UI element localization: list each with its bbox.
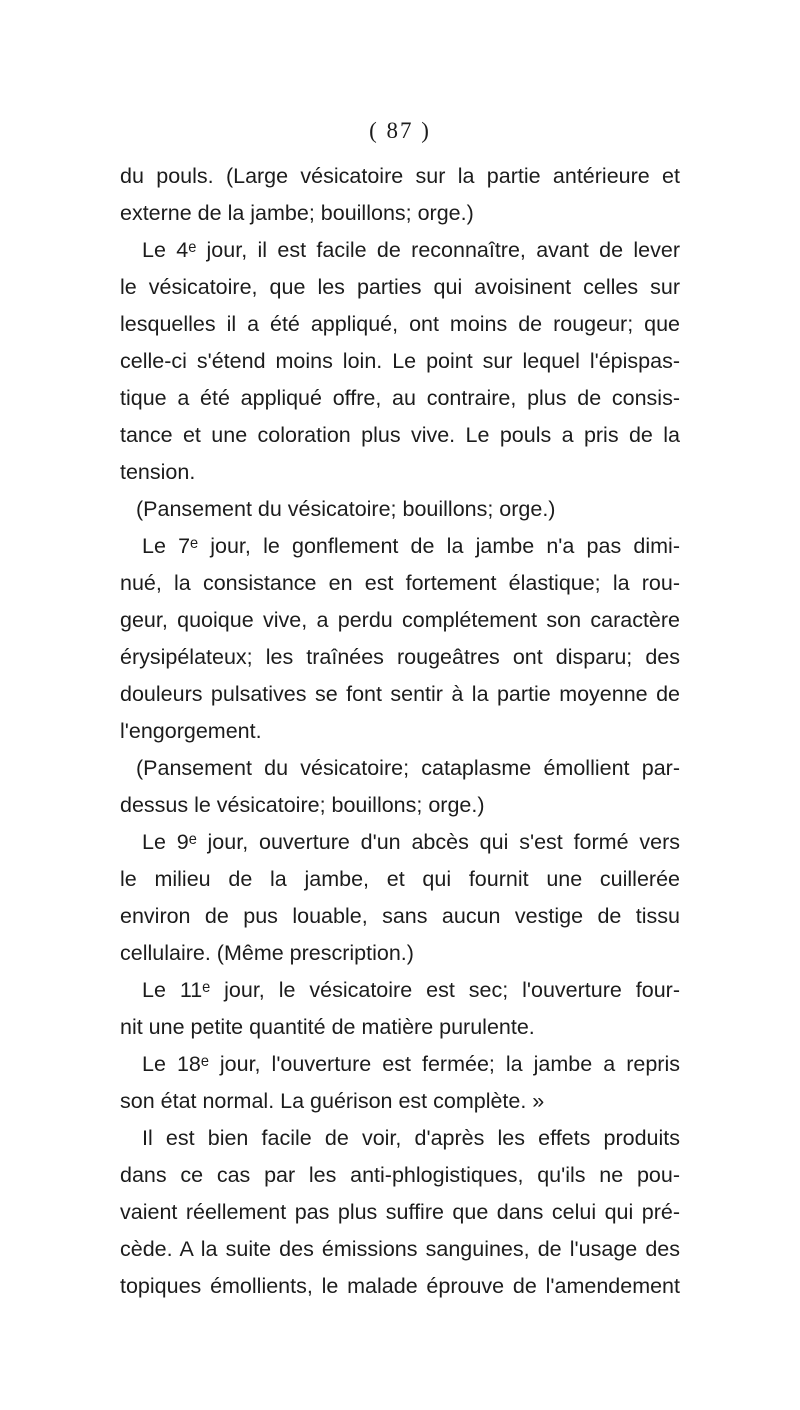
text-line: dans ce cas par les anti-phlogistiques, qu'ils ne pou- xyxy=(120,1163,680,1187)
text-line: (Pansement du vésicatoire; bouillons; orge.) xyxy=(136,497,556,521)
text-line: tension. xyxy=(120,460,196,484)
text-line: son état normal. La guérison est complète. » xyxy=(120,1089,545,1113)
text-line: environ de pus louable, sans aucun vestige de tissu xyxy=(120,904,680,928)
text-line: Le 9ᵉ jour, ouverture d'un abcès qui s'est formé vers xyxy=(142,830,680,854)
text-line: cellulaire. (Même prescription.) xyxy=(120,941,414,965)
text-line: le vésicatoire, que les parties qui avoisinent celles sur xyxy=(120,275,680,299)
text-line: Le 18ᵉ jour, l'ouverture est fermée; la jambe a repris xyxy=(142,1052,680,1076)
text-line: Il est bien facile de voir, d'après les effets produits xyxy=(142,1126,680,1150)
text-line: douleurs pulsatives se font sentir à la partie moyenne de xyxy=(120,682,680,706)
text-line: Le 4ᵉ jour, il est facile de reconnaître, avant de lever xyxy=(142,238,680,262)
text-line: vaient réellement pas plus suffire que dans celui qui pré- xyxy=(120,1200,680,1224)
text-line: Le 11ᵉ jour, le vésicatoire est sec; l'ouverture four- xyxy=(142,978,680,1002)
text-line: du pouls. (Large vésicatoire sur la partie antérieure et xyxy=(120,164,680,188)
text-line: le milieu de la jambe, et qui fournit une cuillerée xyxy=(120,867,680,891)
text-line: Le 7ᵉ jour, le gonflement de la jambe n'a pas dimi- xyxy=(142,534,680,558)
text-line: topiques émollients, le malade éprouve de l'amendement xyxy=(120,1274,680,1298)
text-line: l'engorgement. xyxy=(120,719,262,743)
body-text xyxy=(120,158,680,1305)
page-number: ( 87 ) xyxy=(369,118,431,143)
text-line: (Pansement du vésicatoire; cataplasme émollient par- xyxy=(136,756,680,780)
text-line: érysipélateux; les traînées rougeâtres ont disparu; des xyxy=(120,645,680,669)
text-line: externe de la jambe; bouillons; orge.) xyxy=(120,201,474,225)
text-line: nué, la consistance en est fortement élastique; la rou- xyxy=(120,571,680,595)
text-line: geur, quoique vive, a perdu complétement son caractère xyxy=(120,608,680,632)
text-line: celle-ci s'étend moins loin. Le point sur lequel l'épispas- xyxy=(120,349,680,373)
text-line: dessus le vésicatoire; bouillons; orge.) xyxy=(120,793,485,817)
text-line: lesquelles il a été appliqué, ont moins de rougeur; que xyxy=(120,312,680,336)
text-line: nit une petite quantité de matière purulente. xyxy=(120,1015,535,1039)
text-line: tique a été appliqué offre, au contraire, plus de consis- xyxy=(120,386,680,410)
text-line: tance et une coloration plus vive. Le pouls a pris de la xyxy=(120,423,680,447)
text-line: cède. A la suite des émissions sanguines, de l'usage des xyxy=(120,1237,680,1261)
